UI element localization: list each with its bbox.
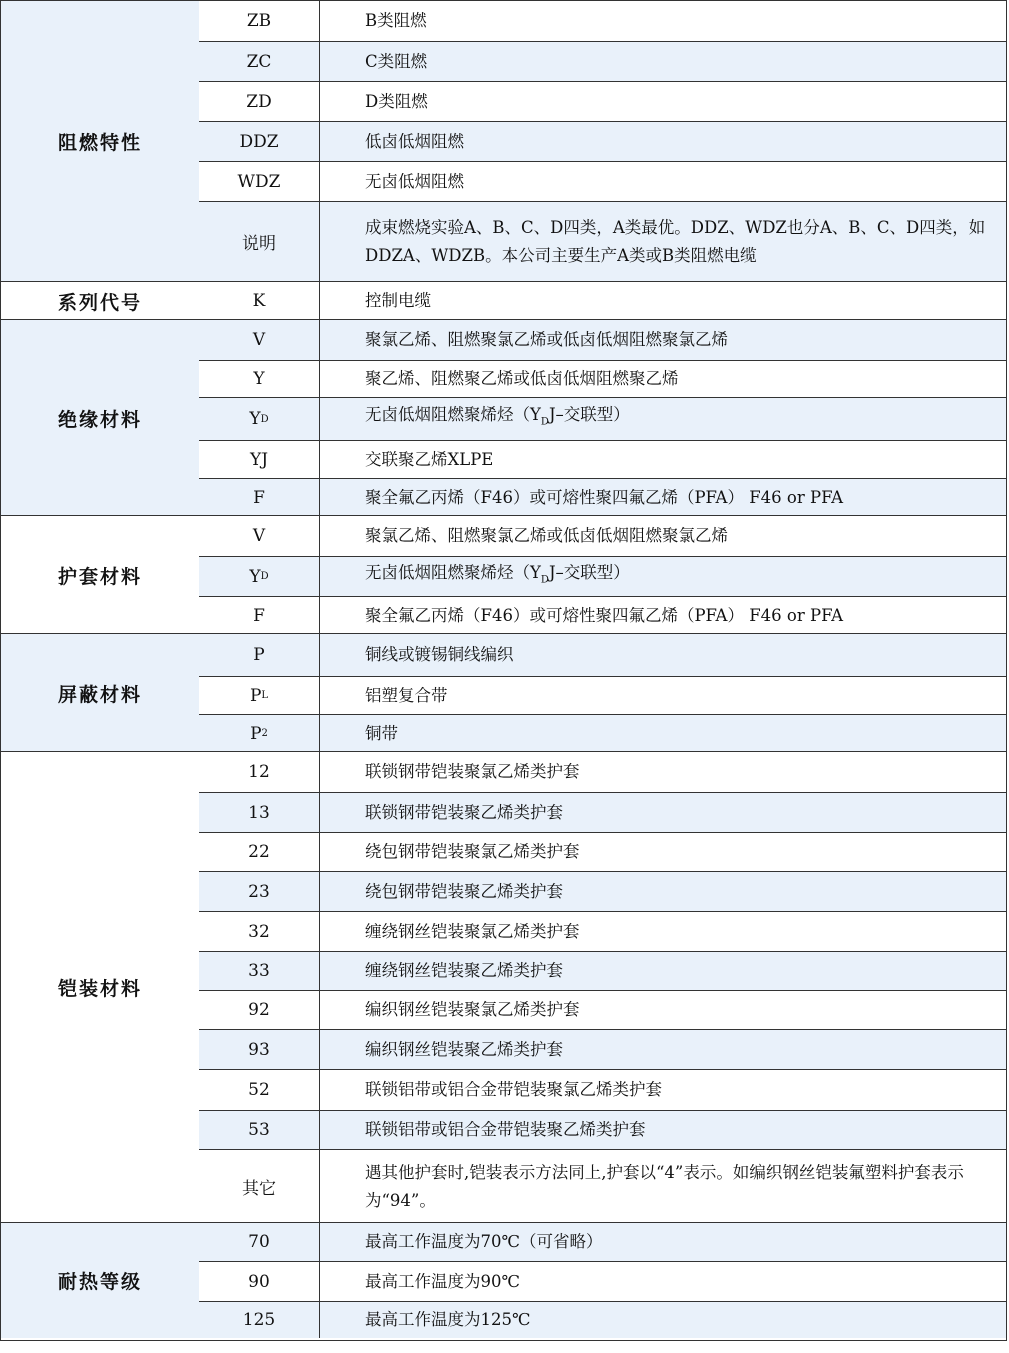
code-cell [199, 715, 320, 752]
description-text: 遇其他护套时,铠装表示方法同上,护套以“4”表示。如编织钢丝铠装氟塑料护套表示为“94”。 [365, 1162, 964, 1210]
description-text: 最高工作温度为125℃ [365, 1310, 531, 1329]
description-cell [320, 715, 1006, 752]
table-row [199, 282, 1006, 320]
description-text: B类阻燃 [365, 11, 427, 30]
description-tail: J–交联型） [548, 405, 630, 425]
code-text: 13 [248, 802, 270, 823]
description-cell [320, 833, 1006, 871]
description-text: 聚氯乙烯、阻燃聚氯乙烯或低卤低烟阻燃聚氯乙烯 [365, 526, 728, 545]
code-text: 52 [248, 1080, 270, 1100]
table-row [199, 911, 1006, 951]
description-cell [320, 398, 1006, 440]
description-cell [320, 320, 1006, 360]
description-text: 绕包钢带铠装聚氯乙烯类护套 [365, 842, 580, 861]
code-subscript: L [261, 690, 269, 701]
code-cell [199, 677, 320, 714]
table-group [1, 1222, 1006, 1338]
code-cell [199, 1150, 320, 1223]
code-subscript: 2 [261, 728, 268, 739]
table-row [199, 990, 1006, 1029]
table-row [199, 556, 1006, 596]
group-label: 系列代号 [1, 282, 200, 320]
description-cell [320, 1302, 1006, 1338]
description-text: 绕包钢带铠装聚乙烯类护套 [365, 881, 563, 901]
code-cell [199, 1223, 320, 1261]
table-row [199, 360, 1006, 397]
group-label: 屏蔽材料 [1, 634, 200, 752]
description-text-wrap [365, 48, 427, 76]
code-cell [199, 122, 320, 161]
description-cell [320, 82, 1006, 121]
description-text-wrap [365, 1228, 602, 1256]
description-text: 无卤低烟阻燃 [365, 171, 464, 191]
description-text-wrap [365, 758, 580, 786]
description-text-wrap [365, 1159, 986, 1215]
description-text-wrap [365, 287, 431, 315]
description-text: 最高工作温度为90℃ [365, 1271, 520, 1291]
table-row [199, 1301, 1006, 1338]
table-group [1, 751, 1006, 1223]
table-row [199, 161, 1006, 201]
code-cell [199, 557, 320, 596]
description-text: 成束燃烧实验A、B、C、D四类，A类最优。DDZ、WDZ也分A、B、C、D四类，如DDZA、WDZB。本公司主要生产A类或B类阻燃电缆 [365, 217, 986, 265]
description-text: 铜线或镀锡铜线编织 [365, 645, 514, 664]
table-group [1, 319, 1006, 516]
code-cell [199, 82, 320, 121]
group-label: 铠装材料 [1, 752, 200, 1223]
code-text: 125 [242, 1310, 276, 1330]
table-row [199, 397, 1006, 440]
description-text-wrap [365, 401, 630, 436]
code-cell [199, 162, 320, 201]
description-cell [320, 1223, 1006, 1261]
code-text: P [250, 723, 262, 744]
table-row [199, 440, 1006, 478]
description-text: 铜带 [365, 723, 398, 743]
description-cell [320, 597, 1006, 634]
code-text: ZB [246, 11, 272, 31]
code-cell [199, 793, 320, 832]
description-text: 无卤低烟阻燃聚烯烃（Y [365, 405, 541, 425]
table-row [199, 1149, 1006, 1223]
table-row [199, 1110, 1006, 1149]
description-text-wrap [365, 1036, 563, 1064]
description-text-wrap [365, 559, 630, 594]
code-text: 其它 [242, 1179, 276, 1199]
description-cell [320, 1, 1006, 41]
description-text-wrap [365, 1306, 530, 1334]
code-text: Y [249, 566, 261, 587]
group-label: 阻燃特性 [1, 1, 200, 281]
description-text: D类阻燃 [365, 91, 428, 111]
description-text: 控制电缆 [365, 291, 431, 310]
table-row [199, 1069, 1006, 1110]
description-text-wrap [365, 128, 464, 156]
table-row [199, 1261, 1006, 1301]
description-cell [320, 441, 1006, 478]
description-cell [320, 634, 1006, 676]
table-row [199, 81, 1006, 121]
code-cell [199, 1111, 320, 1149]
table-row [199, 1223, 1006, 1261]
code-cell [199, 1030, 320, 1069]
code-text: 12 [248, 762, 270, 782]
description-text: 联锁铝带或铝合金带铠装聚乙烯类护套 [365, 1120, 646, 1139]
table-group [1, 1, 1006, 281]
description-text: 聚全氟乙丙烯（F46）或可熔性聚四氟乙烯（PFA） F46 or PFA [365, 605, 844, 625]
description-cell [320, 1070, 1006, 1110]
code-subscript: D [260, 571, 269, 582]
table-row [199, 634, 1006, 676]
description-text: 铝塑复合带 [365, 685, 448, 705]
description-text-wrap [365, 918, 580, 946]
description-text-wrap [365, 484, 843, 512]
description-text: 聚全氟乙丙烯（F46）或可熔性聚四氟乙烯（PFA） F46 or PFA [365, 487, 844, 507]
description-text: 编织钢丝铠装聚氯乙烯类护套 [365, 1000, 580, 1019]
table-row [199, 871, 1006, 911]
description-text: C类阻燃 [365, 51, 428, 71]
code-cell [199, 833, 320, 871]
description-text-wrap [365, 365, 679, 393]
table-group [1, 633, 1006, 752]
code-text: WDZ [237, 171, 281, 192]
code-cell [199, 479, 320, 516]
code-cell [199, 1262, 320, 1301]
description-cell [320, 872, 1006, 911]
code-cell [199, 752, 320, 792]
code-subscript: D [260, 413, 269, 425]
table-row [199, 832, 1006, 871]
description-cell [320, 282, 1006, 320]
description-cell [320, 202, 1006, 281]
code-text: 32 [248, 921, 270, 942]
code-text: ZD [246, 91, 272, 112]
code-text: F [253, 487, 265, 508]
description-cell [320, 1111, 1006, 1149]
description-text-wrap [365, 88, 428, 116]
description-text-wrap [365, 957, 563, 985]
description-cell [320, 793, 1006, 832]
code-text: K [252, 291, 266, 311]
code-text: P [253, 645, 265, 665]
code-text: Y [249, 409, 261, 429]
code-text: ZC [246, 51, 272, 72]
code-cell [199, 202, 320, 281]
code-text: YJ [249, 449, 269, 470]
description-text-wrap [365, 799, 563, 827]
table-row [199, 121, 1006, 161]
description-cell [320, 677, 1006, 714]
description-text-wrap [365, 878, 563, 906]
description-text-wrap [365, 168, 464, 196]
description-text-wrap [365, 641, 514, 669]
description-cell [320, 752, 1006, 792]
code-text: DDZ [239, 131, 279, 152]
code-cell [199, 361, 320, 397]
table-group [1, 281, 1006, 320]
table-row [199, 478, 1006, 516]
code-text: V [252, 526, 266, 546]
table-row [199, 596, 1006, 634]
table-row [199, 951, 1006, 990]
code-text: P [249, 685, 262, 706]
description-cell [320, 1030, 1006, 1069]
code-text: V [252, 330, 266, 350]
description-text-wrap [365, 720, 398, 748]
group-label: 绝缘材料 [1, 320, 200, 516]
description-text-wrap [365, 1268, 520, 1296]
code-text: 说明 [242, 234, 276, 254]
description-subscript: D [540, 574, 549, 586]
description-subscript: D [540, 416, 549, 428]
description-cell [320, 162, 1006, 201]
description-text: 联锁铝带或铝合金带铠装聚氯乙烯类护套 [365, 1080, 662, 1099]
description-cell [320, 1262, 1006, 1301]
table-group [1, 515, 1006, 634]
table-row [199, 752, 1006, 792]
code-cell [199, 282, 320, 320]
code-cell [199, 872, 320, 911]
description-text-wrap [365, 996, 580, 1024]
code-cell [199, 1070, 320, 1110]
description-cell [320, 361, 1006, 397]
code-text: 70 [248, 1232, 270, 1252]
code-cell [199, 398, 320, 440]
description-text-wrap [365, 602, 843, 630]
code-cell [199, 42, 320, 81]
code-text: Y [253, 369, 265, 389]
description-text: 无卤低烟阻燃聚烯烃（Y [365, 562, 541, 582]
description-tail: J–交联型） [548, 562, 630, 582]
code-text: 93 [248, 1039, 270, 1060]
code-text: 92 [248, 1000, 270, 1020]
description-text: 低卤低烟阻燃 [365, 131, 464, 151]
description-text-wrap [365, 838, 580, 866]
description-text: 编织钢丝铠装聚乙烯类护套 [365, 1039, 563, 1059]
description-text: 缠绕钢丝铠装聚乙烯类护套 [365, 961, 563, 980]
description-text-wrap [365, 214, 986, 270]
code-cell [199, 1, 320, 41]
description-text-wrap [365, 522, 728, 550]
description-text: 最高工作温度为70℃（可省略） [365, 1232, 603, 1251]
code-text: 33 [248, 961, 270, 981]
description-cell [320, 122, 1006, 161]
description-text-wrap [365, 1116, 646, 1144]
table-row [199, 1029, 1006, 1069]
table-row [199, 41, 1006, 81]
code-text: 53 [248, 1120, 270, 1140]
code-cell [199, 320, 320, 360]
code-text: 22 [248, 842, 270, 862]
description-cell [320, 991, 1006, 1029]
description-cell [320, 1150, 1006, 1223]
description-cell [320, 952, 1006, 990]
code-cell [199, 597, 320, 634]
description-text-wrap [365, 7, 427, 35]
code-cell [199, 912, 320, 951]
description-text-wrap [365, 446, 493, 474]
description-text-wrap [365, 682, 448, 710]
code-text: 23 [248, 881, 270, 902]
code-cell [199, 1302, 320, 1338]
description-cell [320, 42, 1006, 81]
description-text: 缠绕钢丝铠装聚氯乙烯类护套 [365, 921, 580, 941]
description-text: 聚氯乙烯、阻燃聚氯乙烯或低卤低烟阻燃聚氯乙烯 [365, 330, 728, 349]
table-row [199, 201, 1006, 281]
table-row [199, 792, 1006, 832]
table-row [199, 320, 1006, 360]
code-text: 90 [248, 1271, 270, 1292]
code-cell [199, 441, 320, 478]
table-row [199, 1, 1006, 41]
description-cell [320, 557, 1006, 596]
group-label: 耐热等级 [1, 1223, 200, 1338]
table-row [199, 516, 1006, 556]
table-row [199, 714, 1006, 752]
code-cell [199, 952, 320, 990]
description-cell [320, 516, 1006, 556]
description-text: 聚乙烯、阻燃聚乙烯或低卤低烟阻燃聚乙烯 [365, 369, 679, 388]
code-cell [199, 634, 320, 676]
code-text: F [253, 605, 265, 626]
description-text: 交联聚乙烯XLPE [365, 449, 494, 469]
description-cell [320, 912, 1006, 951]
group-label: 护套材料 [1, 516, 200, 634]
code-cell [199, 516, 320, 556]
description-text-wrap [365, 1076, 662, 1104]
description-text: 联锁钢带铠装聚乙烯类护套 [365, 802, 563, 822]
description-text: 联锁钢带铠装聚氯乙烯类护套 [365, 762, 580, 781]
code-cell [199, 991, 320, 1029]
description-cell [320, 479, 1006, 516]
table-row [199, 676, 1006, 714]
description-text-wrap [365, 326, 728, 354]
